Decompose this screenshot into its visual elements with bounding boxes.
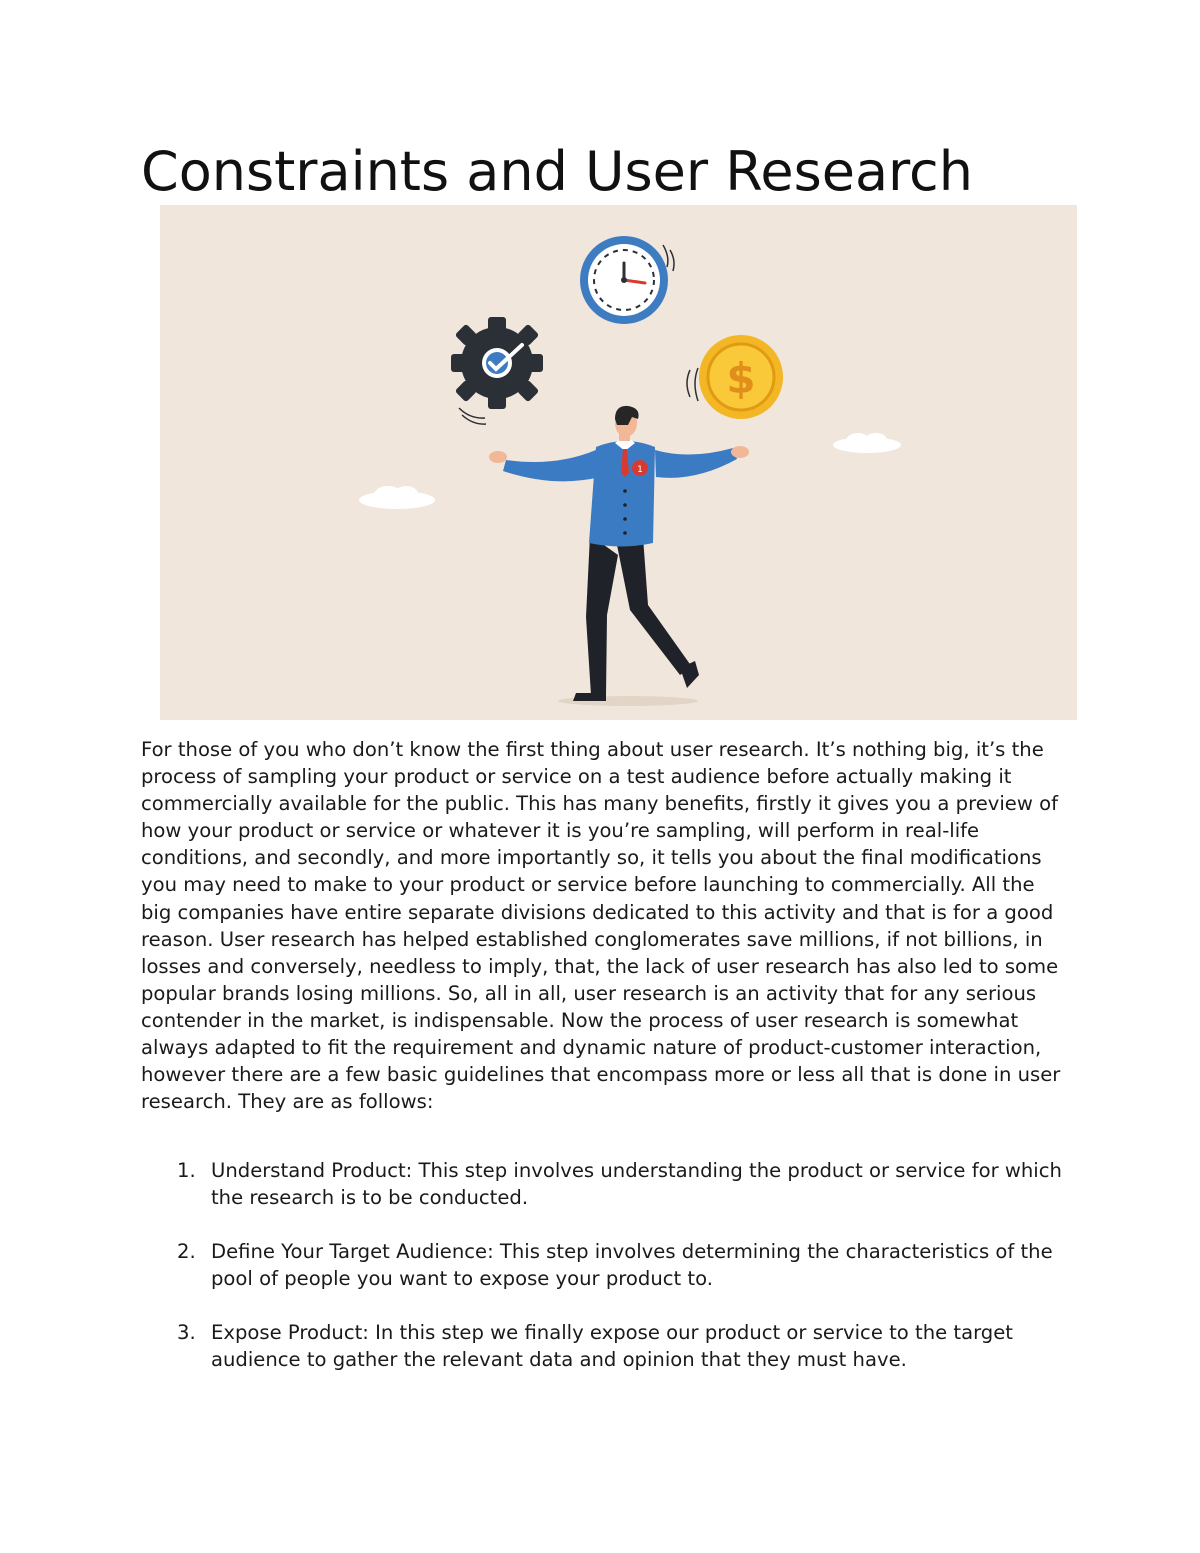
- svg-text:1: 1: [637, 465, 643, 475]
- list-item-text: Define Your Target Audience: This step involves determining the characteristics of the pool of people you want to expose your product to.: [211, 1240, 1053, 1291]
- list-number: 3.: [177, 1321, 196, 1345]
- steps-list: [141, 1157, 1071, 1401]
- list-item: [141, 1157, 1071, 1211]
- list-number: 1.: [177, 1159, 196, 1182]
- page-title: Constraints and User Research: [141, 140, 973, 203]
- juggling-man-illustration: [160, 205, 1077, 720]
- list-item: [141, 1238, 1071, 1292]
- list-item-text: Expose Product: In this step we finally expose our product or service to the target audience to gather the relevant data and opinion that they must have.: [211, 1321, 1013, 1372]
- list-item-text: Understand Product: This step involves understanding the product or service for which the research is to be conducted.: [211, 1159, 1062, 1210]
- svg-text:$: $: [726, 354, 756, 403]
- list-item: [141, 1319, 1071, 1373]
- intro-paragraph: For those of you who don’t know the first thing about user research. It’s nothing big, it’s the process of sampling your product or service on a test audience before actually making it commercially available for the public. This has many benefits, firstly it gives you a preview of how your product or service or whatever it is you’re sampling, will perform in real-life conditions, and secondly, and more importantly so, it tells you about the final modifications you may need to make to your product or service before launching to commercially. All the big companies have entire separate divisions dedicated to this activity and that is for a good reason. User research has helped established conglomerates save millions, if not billions, in losses and conversely, needless to imply, that, the lack of user research has also led to some popular brands losing millions. So, all in all, user research is an activity that for any serious contender in the market, is indispensable. Now the process of user research is somewhat always adapted to fit the requirement and dynamic nature of product-customer interaction, however there are a few basic guidelines that encompass more or less all that is done in user research. They are as follows:: [141, 738, 1061, 1114]
- list-number: 2.: [177, 1240, 196, 1264]
